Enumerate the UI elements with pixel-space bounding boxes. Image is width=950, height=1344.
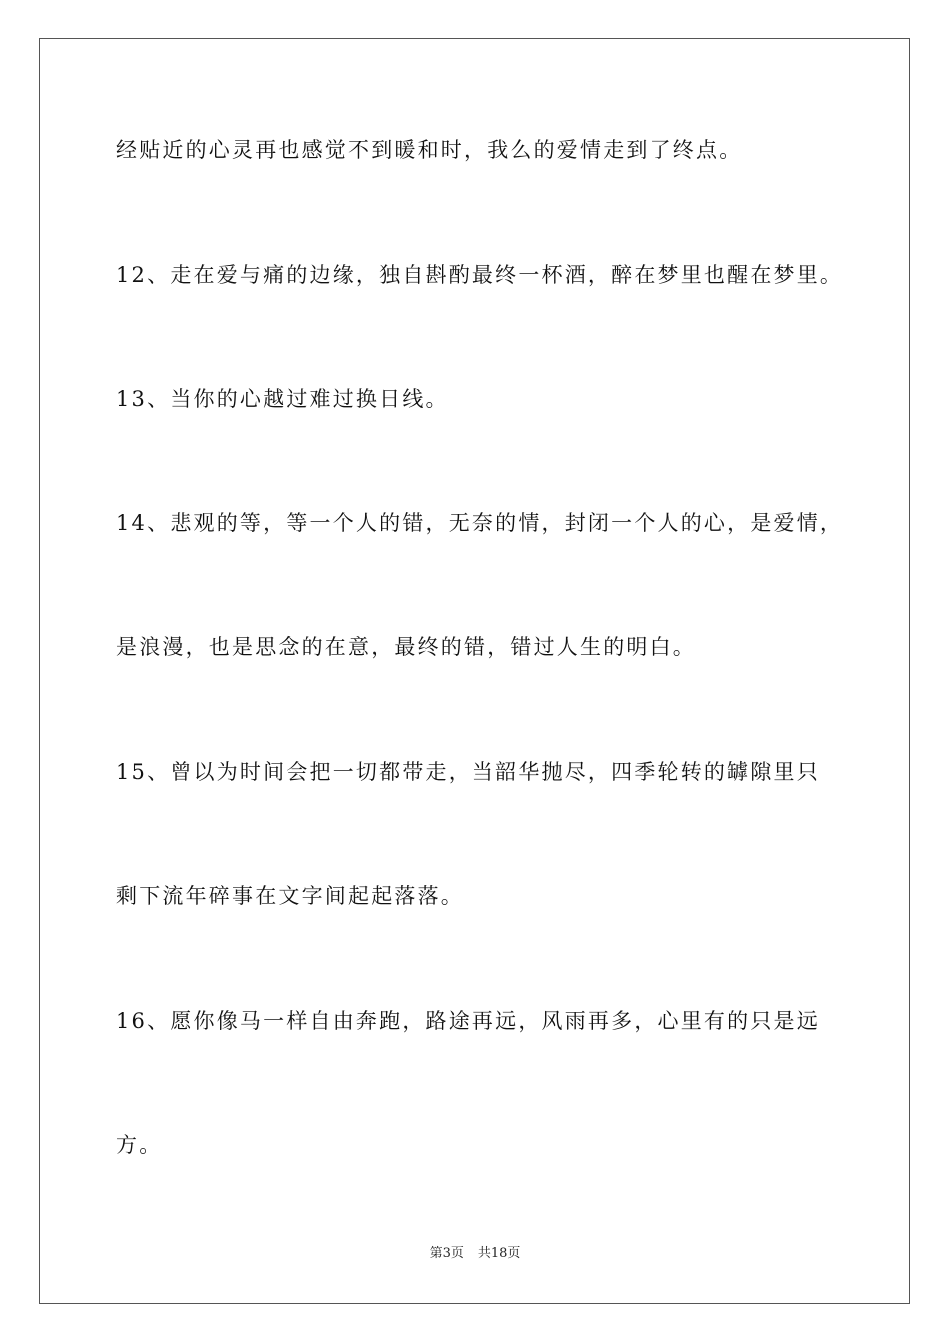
text-line-9: 方。 [116,1133,163,1157]
page-number: 第3页 [429,1246,464,1261]
text-line-5: 是浪漫，也是思念的在意，最终的错，错过人生的明白。 [116,635,696,659]
page-frame [39,38,910,1304]
text-line-6: 15、曾以为时间会把一切都带走，当韶华抛尽，四季轮转的罅隙里只 [116,760,820,784]
page-footer [0,1246,950,1262]
text-line-8: 16、愿你像马一样自由奔跑，路途再远，风雨再多，心里有的只是远 [116,1009,820,1033]
text-line-3: 13、当你的心越过难过换日线。 [116,387,449,411]
text-line-2: 12、走在爱与痛的边缘，独自斟酌最终一杯酒，醉在梦里也醒在梦里。 [116,263,844,287]
text-line-7: 剩下流年碎事在文字间起起落落。 [116,884,464,908]
page-total: 共18页 [477,1246,521,1261]
text-line-1: 经贴近的心灵再也感觉不到暖和时，我么的爱情走到了终点。 [116,138,743,162]
text-line-4: 14、悲观的等，等一个人的错，无奈的情，封闭一个人的心，是爱情， [116,511,844,535]
